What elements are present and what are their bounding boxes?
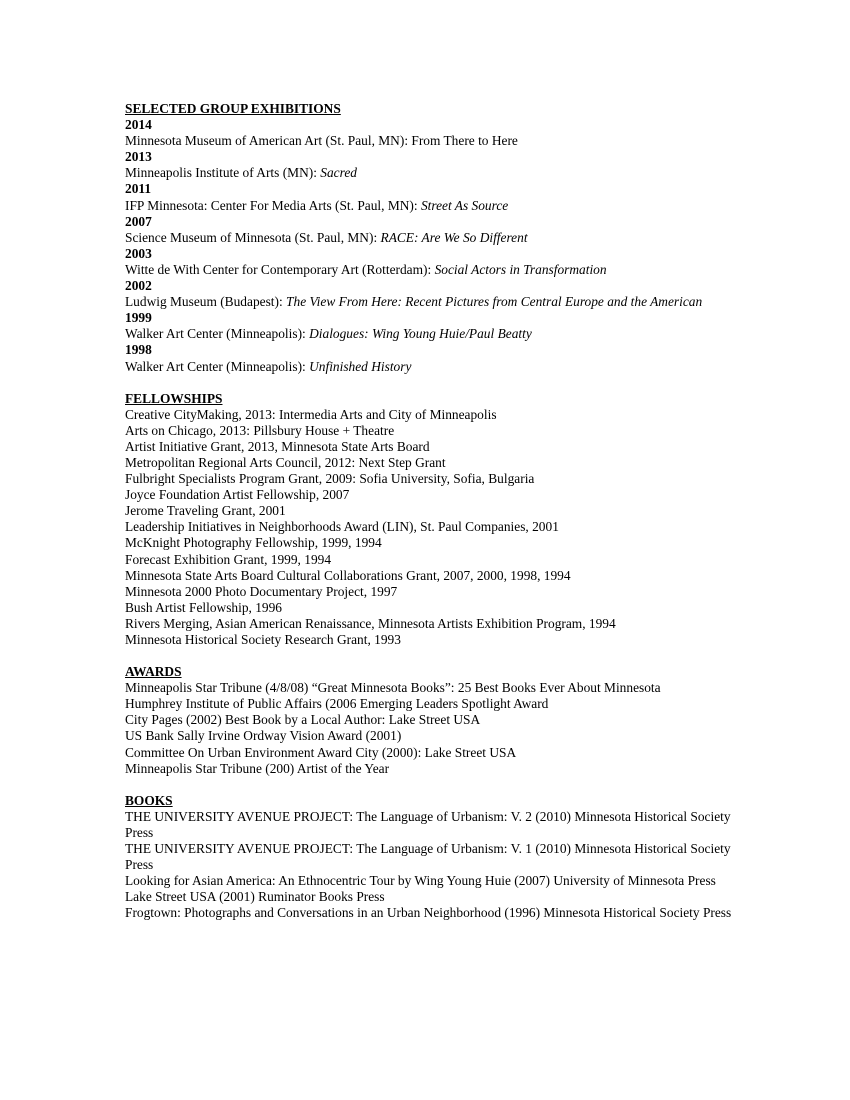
books-section	[125, 793, 735, 922]
group-exhibitions-section	[125, 101, 735, 375]
exhibition-year: 1999	[125, 310, 152, 326]
award-item: Minneapolis Star Tribune (4/8/08) “Great Minnesota Books”: 25 Best Books Ever About Minnesota	[125, 680, 661, 696]
exhibition-entry	[125, 198, 735, 214]
exhibition-venue: Walker Art Center (Minneapolis):	[125, 326, 310, 342]
exhibition-title: Street As Source	[420, 197, 509, 213]
exhibition-venue: Witte de With Center for Contemporary Art (Rotterdam):	[125, 261, 435, 277]
award-item: Committee On Urban Environment Award City (2000): Lake Street USA	[125, 744, 517, 760]
fellowship-item: Minnesota 2000 Photo Documentary Project, 1997	[125, 583, 398, 599]
exhibition-entry	[125, 165, 735, 181]
fellowship-item: Leadership Initiatives in Neighborhoods Award (LIN), St. Paul Companies, 2001	[125, 519, 559, 535]
fellowship-item: Arts on Chicago, 2013: Pillsbury House + Theatre	[125, 422, 395, 438]
awards-section	[125, 664, 735, 777]
exhibition-entry	[125, 262, 735, 278]
exhibition-year: 2002	[125, 278, 152, 294]
fellowships-section	[125, 391, 735, 649]
exhibition-title: RACE: Are We So Different	[380, 229, 528, 245]
fellowship-item: Minnesota State Arts Board Cultural Collaborations Grant, 2007, 2000, 1998, 1994	[125, 567, 571, 583]
book-item: THE UNIVERSITY AVENUE PROJECT: The Language of Urbanism: V. 2 (2010) Minnesota Historical Society Press	[125, 808, 731, 840]
exhibition-venue: Walker Art Center (Minneapolis):	[125, 358, 310, 374]
award-item: Minneapolis Star Tribune (200) Artist of the Year	[125, 760, 390, 776]
exhibition-year: 1998	[125, 342, 152, 358]
exhibition-venue: Minnesota Museum of American Art (St. Paul, MN): From There to Here	[125, 133, 518, 149]
fellowship-item: Bush Artist Fellowship, 1996	[125, 599, 282, 615]
book-item: THE UNIVERSITY AVENUE PROJECT: The Language of Urbanism: V. 1 (2010) Minnesota Historical Society Press	[125, 841, 731, 873]
book-item: Looking for Asian America: An Ethnocentric Tour by Wing Young Huie (2007) University of Minnesota Press	[125, 873, 716, 889]
award-item: Humphrey Institute of Public Affairs (2006 Emerging Leaders Spotlight Award	[125, 696, 549, 712]
exhibition-venue: Ludwig Museum (Budapest):	[125, 294, 287, 310]
award-item: City Pages (2002) Best Book by a Local Author: Lake Street USA	[125, 712, 481, 728]
fellowship-item: Metropolitan Regional Arts Council, 2012: Next Step Grant	[125, 454, 446, 470]
exhibition-year: 2003	[125, 245, 152, 261]
fellowship-item: Fulbright Specialists Program Grant, 2009: Sofia University, Sofia, Bulgaria	[125, 471, 535, 487]
exhibition-entry	[125, 326, 735, 342]
section-heading-awards: AWARDS	[125, 664, 182, 680]
section-heading-books: BOOKS	[125, 792, 173, 808]
exhibition-year: 2014	[125, 117, 152, 133]
section-heading-group-exhibitions: SELECTED GROUP EXHIBITIONS	[125, 101, 341, 116]
exhibition-venue: Science Museum of Minnesota (St. Paul, MN):	[125, 229, 381, 245]
book-item: Lake Street USA (2001) Ruminator Books Press	[125, 889, 385, 905]
book-item: Frogtown: Photographs and Conversations in an Urban Neighborhood (1996) Minnesota Historical Society Press	[125, 905, 732, 921]
fellowship-item: Joyce Foundation Artist Fellowship, 2007	[125, 487, 350, 503]
fellowship-item: Artist Initiative Grant, 2013, Minnesota State Arts Board	[125, 438, 430, 454]
fellowship-item: McKnight Photography Fellowship, 1999, 1994	[125, 535, 382, 551]
exhibition-entry	[125, 359, 735, 375]
fellowship-item: Forecast Exhibition Grant, 1999, 1994	[125, 551, 332, 567]
exhibition-title: Sacred	[320, 165, 357, 181]
exhibition-title: Unfinished History	[309, 358, 412, 374]
exhibition-year: 2013	[125, 149, 152, 165]
fellowship-item: Rivers Merging, Asian American Renaissance, Minnesota Artists Exhibition Program, 1994	[125, 615, 616, 631]
exhibition-venue: IFP Minnesota: Center For Media Arts (St. Paul, MN):	[125, 197, 421, 213]
exhibition-year: 2007	[125, 213, 152, 229]
fellowship-item: Minnesota Historical Society Research Grant, 1993	[125, 632, 401, 647]
award-item: US Bank Sally Irvine Ordway Vision Award (2001)	[125, 728, 402, 744]
resume-page	[125, 101, 735, 922]
fellowship-item: Jerome Traveling Grant, 2001	[125, 503, 286, 519]
exhibition-entry	[125, 133, 735, 149]
exhibition-year: 2011	[125, 181, 152, 197]
exhibition-title: The View From Here: Recent Pictures from Central Europe and the American	[286, 294, 703, 310]
exhibition-entry	[125, 294, 735, 310]
exhibition-venue: Minneapolis Institute of Arts (MN):	[125, 165, 321, 181]
exhibition-title: Dialogues: Wing Young Huie/Paul Beatty	[309, 326, 532, 342]
section-heading-fellowships: FELLOWSHIPS	[125, 390, 223, 406]
fellowship-item: Creative CityMaking, 2013: Intermedia Arts and City of Minneapolis	[125, 406, 497, 422]
exhibition-title: Social Actors in Transformation	[434, 261, 607, 277]
exhibition-entry	[125, 230, 735, 246]
